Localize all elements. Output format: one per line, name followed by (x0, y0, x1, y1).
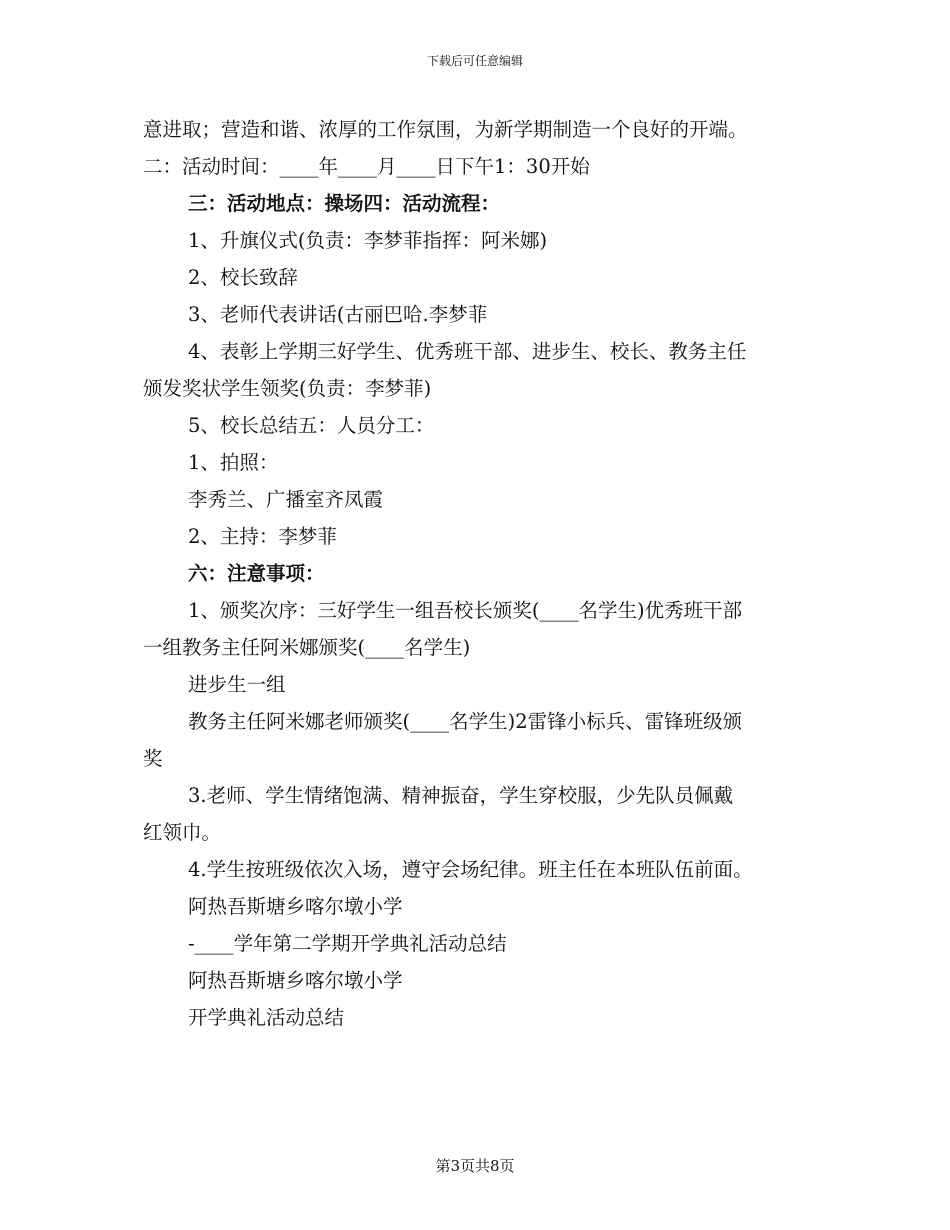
paragraph-line: 开学典礼活动总结 (188, 1006, 345, 1029)
paragraph-line: 进步生一组 (188, 673, 286, 696)
paragraph-line: 教务主任阿米娜老师颁奖(____名学生)2雷锋小标兵、雷锋班级颁 (188, 710, 743, 733)
paragraph-line: 1、颁奖次序：三好学生一组吾校长颁奖(____名学生)优秀班干部 (188, 599, 743, 622)
paragraph-line: 2、校长致辞 (188, 266, 298, 289)
paragraph-line: 阿热吾斯塘乡喀尔墩小学 (188, 969, 403, 992)
paragraph-line: 1、升旗仪式(负责：李梦菲指挥：阿米娜) (188, 229, 548, 252)
paragraph-line: 李秀兰、广播室齐凤霞 (188, 488, 384, 511)
paragraph-line: 一组教务主任阿米娜颁奖(____名学生) (143, 636, 471, 659)
paragraph-line: 意进取；营造和谐、浓厚的工作氛围，为新学期制造一个良好的开端。 (143, 118, 748, 141)
paragraph-line: 六：注意事项： (188, 562, 325, 585)
paragraph-line: 3、老师代表讲话(古丽巴哈.李梦菲 (188, 303, 488, 326)
paragraph-line: 颁发奖状学生领奖(负责：李梦菲) (143, 377, 432, 400)
paragraph-line: 红领巾。 (143, 821, 222, 844)
paragraph-line: 4.学生按班级依次入场，遵守会场纪律。班主任在本班队伍前面。 (188, 858, 753, 881)
paragraph-line: 5、校长总结五：人员分工： (188, 414, 435, 437)
paragraph-line: 2、主持：李梦菲 (188, 525, 337, 548)
paragraph-line: 二：活动时间：____年____月____日下午1：30开始 (143, 155, 590, 178)
paragraph-line: 4、表彰上学期三好学生、优秀班干部、进步生、校长、教务主任 (188, 340, 747, 363)
paragraph-line: 1、拍照： (188, 451, 279, 474)
paragraph-line: 三：活动地点：操场四：活动流程： (188, 192, 501, 215)
page-header: 下载后可任意编辑 (426, 54, 523, 68)
document-body (143, 111, 813, 1036)
paragraph-line: 奖 (143, 747, 163, 770)
paragraph-line: -____学年第二学期开学典礼活动总结 (188, 932, 507, 955)
page-footer: 第3页共8页 (435, 1157, 515, 1175)
paragraph-line: 阿热吾斯塘乡喀尔墩小学 (188, 895, 403, 918)
paragraph-line: 3.老师、学生情绪饱满、精神振奋，学生穿校服，少先队员佩戴 (188, 784, 734, 807)
